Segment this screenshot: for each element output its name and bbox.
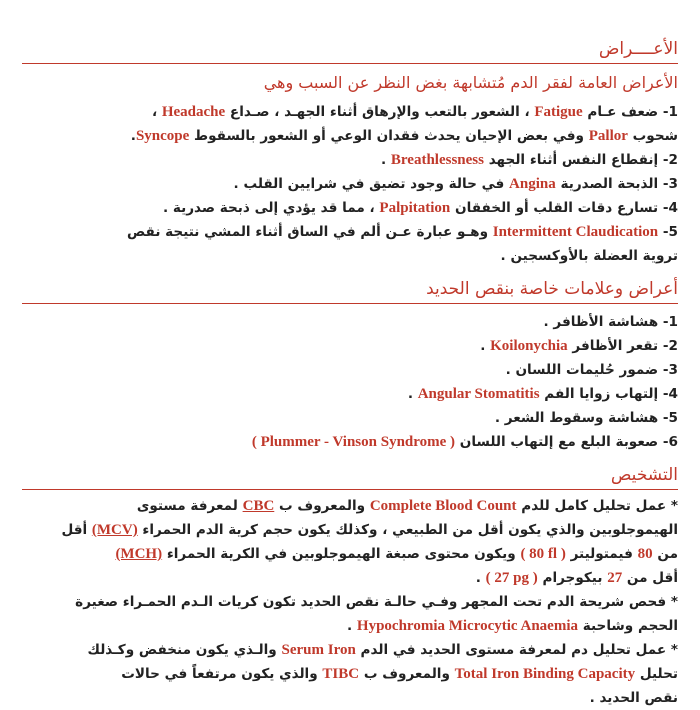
line-text: .: [130, 128, 136, 144]
sign-line: [22, 406, 678, 430]
term-tibc: TIBC: [322, 666, 360, 682]
diagnosis-line: [22, 686, 678, 710]
line-text: .: [407, 386, 418, 402]
symptom-line: [22, 124, 678, 148]
line-text: 4- إلتهاب زوايا الفم: [539, 386, 678, 402]
sign-line: [22, 382, 678, 406]
value-27: 27: [607, 570, 623, 586]
line-text: * فحص شريحة الدم تحت المجهر وفـي حالـة نقص الحديد تكون كريات الـدم الحمـراء صغيرة: [75, 594, 678, 610]
line-text: والـذي يكون منخفض وكـذلك: [87, 642, 282, 658]
line-text: .: [475, 570, 486, 586]
term-palpitation: Palpitation: [379, 200, 451, 216]
line-text: 6- صعوبة البلع مع إلتهاب اللسان: [455, 434, 678, 450]
line-text: من: [652, 546, 678, 562]
term-mch: (MCH): [115, 546, 163, 562]
line-text: 4- تسارع دقات القلب أو الخفقان: [450, 200, 678, 216]
symptom-line: [22, 172, 678, 196]
line-text: أقل: [61, 522, 92, 538]
sign-line: [22, 358, 678, 382]
section-title-diagnosis: التشخيص: [22, 464, 678, 490]
line-text: 1- ضعف عـام: [582, 104, 678, 120]
symptom-line: [22, 244, 678, 268]
line-text: شحوب: [627, 128, 678, 144]
term-plummer-vinson: ( Plummer - Vinson Syndrome ): [251, 434, 456, 450]
line-text: * عمل تحليل كامل للدم: [516, 498, 678, 514]
diagnosis-line: [22, 614, 678, 638]
symptom-line: [22, 148, 678, 172]
line-text: وفي بعض الإحيان يحدث فقدان الوعي أو الشعور بالسقوط: [189, 128, 589, 144]
line-text: .: [381, 152, 391, 168]
line-text: تروية العضلة بالأوكسجين .: [500, 248, 678, 264]
symptoms-subtitle: الأعراض العامة لفقر الدم مُتشابهة بغض النظر عن السبب وهي: [263, 73, 678, 92]
symptom-line: [22, 220, 678, 244]
symptom-line: [22, 196, 678, 220]
line-text: نقص الحديد .: [589, 690, 678, 706]
term-complete-blood-count: Complete Blood Count: [369, 498, 517, 514]
term-cbc: CBC: [242, 498, 275, 514]
line-text: ، الشعور بالتعب والإرهاق أثناء الجهـد ، صـداع: [225, 104, 535, 120]
symptom-line: [22, 100, 678, 124]
line-text: والمعروف ب: [359, 666, 455, 682]
line-text: 5-: [658, 224, 678, 240]
diagnosis-line: [22, 662, 678, 686]
term-pallor: Pallor: [588, 128, 628, 144]
term-total-iron-binding-capacity: Total Iron Binding Capacity: [454, 666, 636, 682]
line-text: .: [347, 618, 357, 634]
line-text: 3- ضمور حُليمات اللسان .: [505, 362, 678, 378]
line-text: 3- الذبحة الصدرية: [555, 176, 678, 192]
line-text: ويكون محتوى صبغة الهيموجلوبين في الكرية الحمراء: [162, 546, 521, 562]
term-mcv: (MCV): [91, 522, 138, 538]
line-text: * عمل تحليل دم لمعرفة مستوى الحديد في الدم: [355, 642, 678, 658]
line-text: 2- إنقطاع النفس أثناء الجهد: [483, 152, 678, 168]
line-text: والمعروف ب: [274, 498, 370, 514]
term-intermittent-claudication: Intermittent Claudication: [492, 224, 659, 240]
line-text: الحجم وشاحبة: [578, 618, 678, 634]
line-text: ، مما قد يؤدي إلى ذبحة صدرية .: [162, 200, 380, 216]
diagnosis-line: [22, 542, 678, 566]
term-koilonychia: Koilonychia: [490, 338, 568, 354]
term-breathlessness: Breathlessness: [390, 152, 484, 168]
value-80: 80: [637, 546, 653, 562]
term-hypochromia-microcytic-anaemia: Hypochromia Microcytic Anaemia: [356, 618, 578, 634]
line-text: .: [480, 338, 491, 354]
sign-line: [22, 310, 678, 334]
term-fatigue: Fatigue: [534, 104, 583, 120]
line-text: بيكوجرام: [537, 570, 608, 586]
line-text: أقل من: [622, 570, 678, 586]
section-title-iron-signs: أعراض وعلامات خاصة بنقص الحديد: [22, 278, 678, 304]
term-angina: Angina: [509, 176, 556, 192]
term-headache: Headache: [161, 104, 226, 120]
value-80-fl: ( 80 fl ): [520, 546, 566, 562]
diagnosis-line: [22, 638, 678, 662]
line-text: في حالة وجود تضيق في شرايين القلب .: [233, 176, 510, 192]
line-text: الهيموجلوبين والذي يكون أقل من الطبيعي ، وكذلك يكون حجم كرية الدم الحمراء: [137, 522, 678, 538]
term-serum-iron: Serum Iron: [281, 642, 356, 658]
section-title-symptoms: الأعــــراض: [22, 38, 678, 64]
sign-line: [22, 430, 678, 454]
diagnosis-line: [22, 566, 678, 590]
value-27-pg: ( 27 pg ): [485, 570, 538, 586]
line-text: 1- هشاشة الأظافر .: [543, 314, 678, 330]
term-angular-stomatitis: Angular Stomatitis: [417, 386, 540, 402]
line-text: 2- تقعر الأظافر: [567, 338, 678, 354]
line-text: فيمتوليتر: [565, 546, 638, 562]
line-text: 5- هشاشة وسقوط الشعر .: [494, 410, 678, 426]
line-text: وهـو عبارة عـن ألم في الساق أثناء المشي نتيجة نقص: [126, 224, 493, 240]
line-text: لمعرفة مستوى: [136, 498, 243, 514]
diagnosis-line: [22, 590, 678, 614]
sign-line: [22, 334, 678, 358]
term-syncope: Syncope: [135, 128, 190, 144]
line-text: تحليل: [635, 666, 678, 682]
diagnosis-line: [22, 494, 678, 518]
line-text: والذي يكون مرتفعاً في حالات: [121, 666, 323, 682]
line-text: ،: [151, 104, 162, 120]
diagnosis-line: [22, 518, 678, 542]
